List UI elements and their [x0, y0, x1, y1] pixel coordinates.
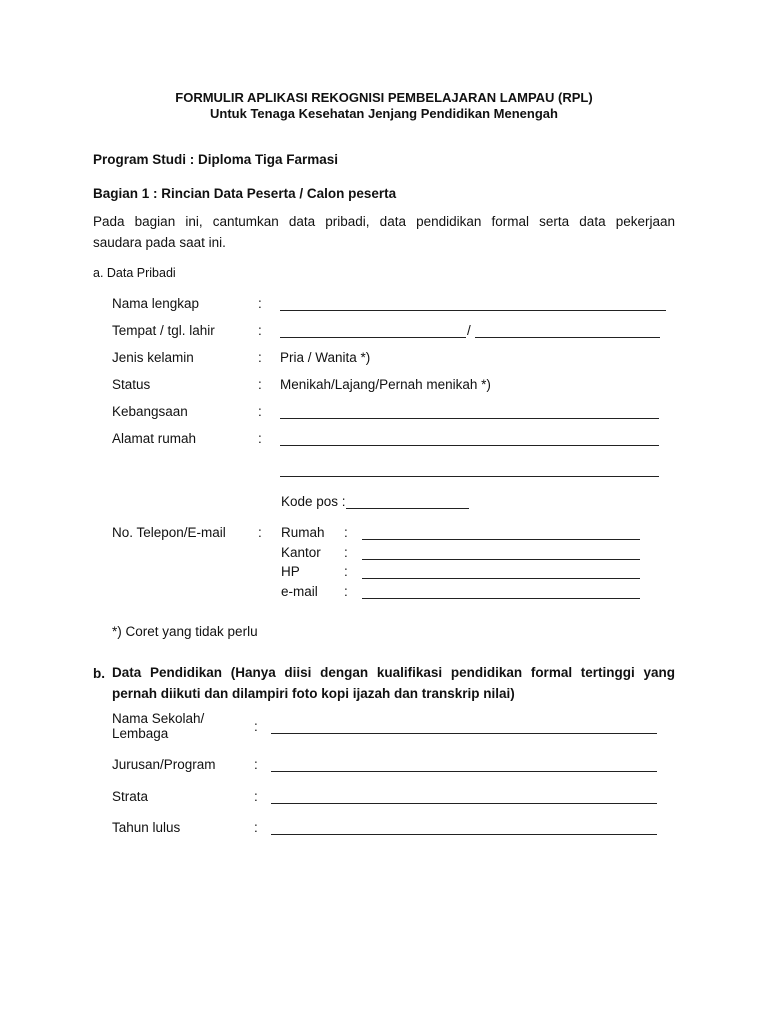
- jenis-kelamin-options[interactable]: Pria / Wanita *): [280, 350, 371, 365]
- telepon-kantor-colon: :: [344, 545, 348, 560]
- data-pendidikan-marker: b.: [93, 666, 105, 681]
- strata-label: Strata: [112, 789, 149, 804]
- tempat-lahir-field[interactable]: [280, 337, 466, 338]
- tempat-tgl-separator: /: [467, 323, 471, 338]
- tempat-tgl-lahir-label: Tempat / tgl. lahir: [112, 323, 215, 338]
- telepon-rumah-label: Rumah: [281, 525, 325, 540]
- nama-sekolah-label: [112, 711, 204, 741]
- bagian-1-intro-line-2: saudara pada saat ini.: [93, 235, 226, 250]
- alamat-rumah-colon: :: [258, 431, 262, 446]
- jenis-kelamin-colon: :: [258, 350, 262, 365]
- kebangsaan-label: Kebangsaan: [112, 404, 188, 419]
- telepon-hp-field[interactable]: [362, 578, 640, 579]
- kebangsaan-field[interactable]: [280, 418, 659, 419]
- telepon-kantor-label: Kantor: [281, 545, 321, 560]
- alamat-rumah-field-line-2[interactable]: [280, 476, 659, 477]
- nama-lengkap-label: Nama lengkap: [112, 296, 200, 311]
- data-pendidikan-heading-line-1: Data Pendidikan (Hanya diisi dengan kualifikasi pendidikan formal tertinggi yang: [112, 665, 675, 680]
- telepon-hp-label: HP: [281, 564, 300, 579]
- alamat-rumah-field-line-1[interactable]: [280, 445, 659, 446]
- jurusan-program-field[interactable]: [271, 771, 657, 772]
- status-colon: :: [258, 377, 262, 392]
- tahun-lulus-label: Tahun lulus: [112, 820, 181, 835]
- telepon-email-colon: :: [258, 525, 262, 540]
- alamat-rumah-label: Alamat rumah: [112, 431, 197, 446]
- kode-pos-label: Kode pos :: [281, 494, 346, 509]
- telepon-rumah-colon: :: [344, 525, 348, 540]
- nama-sekolah-colon: :: [254, 719, 258, 734]
- tempat-tgl-lahir-colon: :: [258, 323, 262, 338]
- status-options[interactable]: Menikah/Lajang/Pernah menikah *): [280, 377, 491, 392]
- tahun-lulus-field[interactable]: [271, 834, 657, 835]
- email-label: e-mail: [281, 584, 318, 599]
- bagian-1-intro-line-1: Pada bagian ini, cantumkan data pribadi, data pendidikan formal serta data pekerjaan: [93, 214, 675, 229]
- nama-lengkap-colon: :: [258, 296, 262, 311]
- jenis-kelamin-label: Jenis kelamin: [112, 350, 194, 365]
- form-title: FORMULIR APLIKASI REKOGNISI PEMBELAJARAN LAMPAU (RPL): [175, 90, 593, 105]
- nama-sekolah-field[interactable]: [271, 733, 657, 734]
- kode-pos-field[interactable]: [346, 508, 469, 509]
- nama-sekolah-label-line-1: Nama Sekolah/: [112, 711, 205, 726]
- data-pribadi-heading: a. Data Pribadi: [93, 266, 176, 280]
- email-field[interactable]: [362, 598, 640, 599]
- jurusan-program-label: Jurusan/Program: [112, 757, 216, 772]
- tahun-lulus-colon: :: [254, 820, 258, 835]
- telepon-rumah-field[interactable]: [362, 539, 640, 540]
- telepon-kantor-field[interactable]: [362, 559, 640, 560]
- nama-lengkap-field[interactable]: [280, 310, 666, 311]
- status-label: Status: [112, 377, 151, 392]
- form-subtitle: Untuk Tenaga Kesehatan Jenjang Pendidikan Menengah: [210, 106, 558, 121]
- nama-sekolah-label-line-2: Lembaga: [112, 726, 169, 741]
- tgl-lahir-field[interactable]: [475, 337, 660, 338]
- program-studi: Program Studi : Diploma Tiga Farmasi: [93, 152, 339, 167]
- telepon-email-label: No. Telepon/E-mail: [112, 525, 226, 540]
- email-colon: :: [344, 584, 348, 599]
- data-pendidikan-heading-line-2: pernah diikuti dan dilampiri foto kopi ijazah dan transkrip nilai): [112, 686, 515, 701]
- strata-field[interactable]: [271, 803, 657, 804]
- bagian-1-heading: Bagian 1 : Rincian Data Peserta / Calon peserta: [93, 186, 397, 201]
- kebangsaan-colon: :: [258, 404, 262, 419]
- jurusan-program-colon: :: [254, 757, 258, 772]
- telepon-hp-colon: :: [344, 564, 348, 579]
- footnote: *) Coret yang tidak perlu: [112, 624, 258, 639]
- strata-colon: :: [254, 789, 258, 804]
